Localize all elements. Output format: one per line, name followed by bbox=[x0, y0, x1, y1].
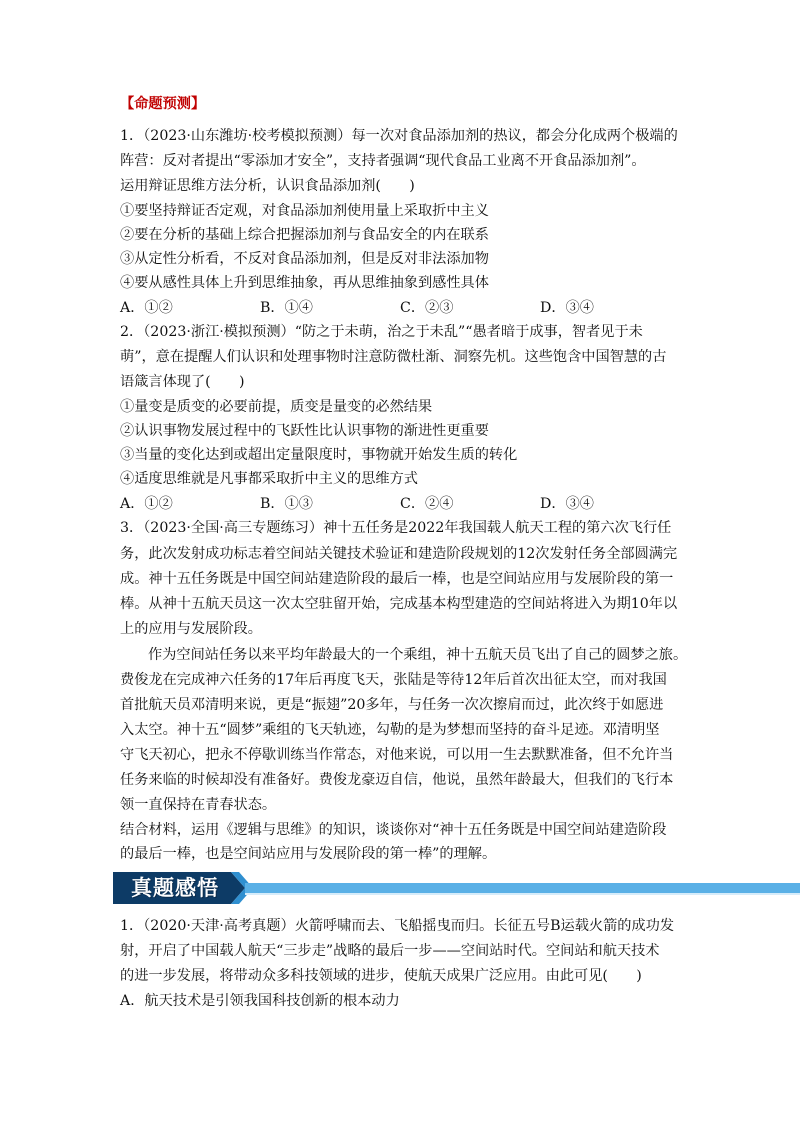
q2-option-c[interactable]: C．②④ bbox=[400, 496, 454, 512]
q1-option-c[interactable]: C．②③ bbox=[400, 300, 454, 316]
q3-line: 3．（2023·全国·高三专题练习）神十五任务是2022年我国载人航天工程的第六次飞行任 bbox=[120, 520, 672, 536]
q2-line: ③当量的变化达到或超出定量限度时，事物就开始发生质的转化 bbox=[120, 447, 518, 463]
q1-line: 1．（2023·山东潍坊·校考模拟预测）每一次对食品添加剂的热议，都会分化成两个极端的 bbox=[120, 128, 678, 144]
q3-material-line: 入太空。神十五“圆梦”乘组的飞天轨迹，勾勒的是为梦想而坚持的奋斗足迹。邓清明坚 bbox=[120, 722, 660, 738]
q2-line: 萌”，意在提醒人们认识和处理事物时注意防微杜渐、洞察先机。这些饱含中国智慧的古 bbox=[120, 349, 667, 365]
q3-ask-line: 结合材料，运用《逻辑与思维》的知识，谈谈你对“神十五任务既是中国空间站建造阶段 bbox=[120, 822, 667, 838]
q2-option-a[interactable]: A．①② bbox=[120, 496, 173, 512]
q2-line: ②认识事物发展过程中的飞跃性比认识事物的渐进性更重要 bbox=[120, 423, 489, 439]
q3-ask-line: 的最后一棒，也是空间站应用与发展阶段的第一棒”的理解。 bbox=[120, 846, 497, 862]
q2-line: ④适度思维就是凡事都采取折中主义的思维方式 bbox=[120, 471, 418, 487]
q4-line: 1．（2020·天津·高考真题）火箭呼啸而去、飞船摇曳而归。长征五号B运载火箭的成功发 bbox=[120, 918, 675, 934]
q1-option-b[interactable]: B．①④ bbox=[260, 300, 313, 316]
q2-line: 语箴言体现了( ) bbox=[120, 374, 245, 390]
q1-line: 阵营：反对者提出“零添加才安全”，支持者强调“现代食品工业离不开食品添加剂”。 bbox=[120, 153, 646, 169]
q1-line: ④要从感性具体上升到思维抽象，再从思维抽象到感性具体 bbox=[120, 275, 489, 291]
q3-material-line: 领一直保持在青春状态。 bbox=[120, 797, 277, 813]
q4-option-a[interactable]: A．航天技术是引领我国科技创新的根本动力 bbox=[120, 993, 400, 1009]
q3-line: 棒。从神十五航天员这一次太空驻留开始，完成基本构型建造的空间站将进入为期10年以 bbox=[120, 596, 678, 612]
q3-line: 务，此次发射成功标志着空间站关键技术验证和建造阶段规划的12次发射任务全部圆满完 bbox=[120, 546, 678, 562]
section-heading-prediction: 【命题预测】 bbox=[120, 96, 206, 112]
q3-line: 成。神十五任务既是中国空间站建造阶段的最后一棒，也是空间站应用与发展阶段的第一 bbox=[120, 571, 674, 587]
q4-line: 的进一步发展，将带动众多科技领域的进步，使航天成果广泛应用。由此可见( ) bbox=[120, 968, 642, 984]
q1-line: ②要在分析的基础上综合把握添加剂与食品安全的内在联系 bbox=[120, 227, 489, 243]
q3-material-line: 首批航天员邓清明来说，更是“振翅”20多年，与任务一次次擦肩而过，此次终于如愿进 bbox=[120, 697, 664, 713]
q2-option-d[interactable]: D．③④ bbox=[540, 496, 594, 512]
q3-line: 上的应用与发展阶段。 bbox=[120, 621, 262, 637]
q3-material-line: 任务来临的时候却没有准备好。费俊龙豪迈自信，他说，虽然年龄最大，但我们的飞行本 bbox=[120, 772, 674, 788]
q4-line: 射，开启了中国载人航天“三步走”战略的最后一步——空间站时代。空间站和航天技术 bbox=[120, 943, 660, 959]
q1-line: ①要坚持辩证否定观，对食品添加剂使用量上采取折中主义 bbox=[120, 203, 489, 219]
q2-line: ①量变是质变的必要前提，质变是量变的必然结果 bbox=[120, 399, 433, 415]
q3-material-line: 费俊龙在完成神六任务的17年后再度飞天，张陆是等待12年后首次出征太空，而对我国 bbox=[120, 672, 667, 688]
q1-option-d[interactable]: D．③④ bbox=[540, 300, 594, 316]
q1-line: ③从定性分析看，不反对食品添加剂，但是反对非法添加物 bbox=[120, 251, 489, 267]
q2-option-b[interactable]: B．①③ bbox=[260, 496, 313, 512]
q2-line: 2．（2023·浙江·模拟预测）“防之于未萌，治之于未乱”“愚者暗于成事，智者见于未 bbox=[120, 324, 643, 340]
q3-material-first-line: 作为空间站任务以来平均年龄最大的一个乘组，神十五航天员飞出了自己的圆梦之旅。 bbox=[148, 647, 688, 663]
q1-option-a[interactable]: A．①② bbox=[120, 300, 173, 316]
q1-line: 运用辩证思维方法分析，认识食品添加剂( ) bbox=[120, 178, 415, 194]
section-heading-real-exam: 真题感悟 bbox=[131, 876, 219, 900]
q3-material-line: 守飞天初心，把永不停歇训练当作常态，对他来说，可以用一生去默默准备，但不允许当 bbox=[120, 747, 674, 763]
